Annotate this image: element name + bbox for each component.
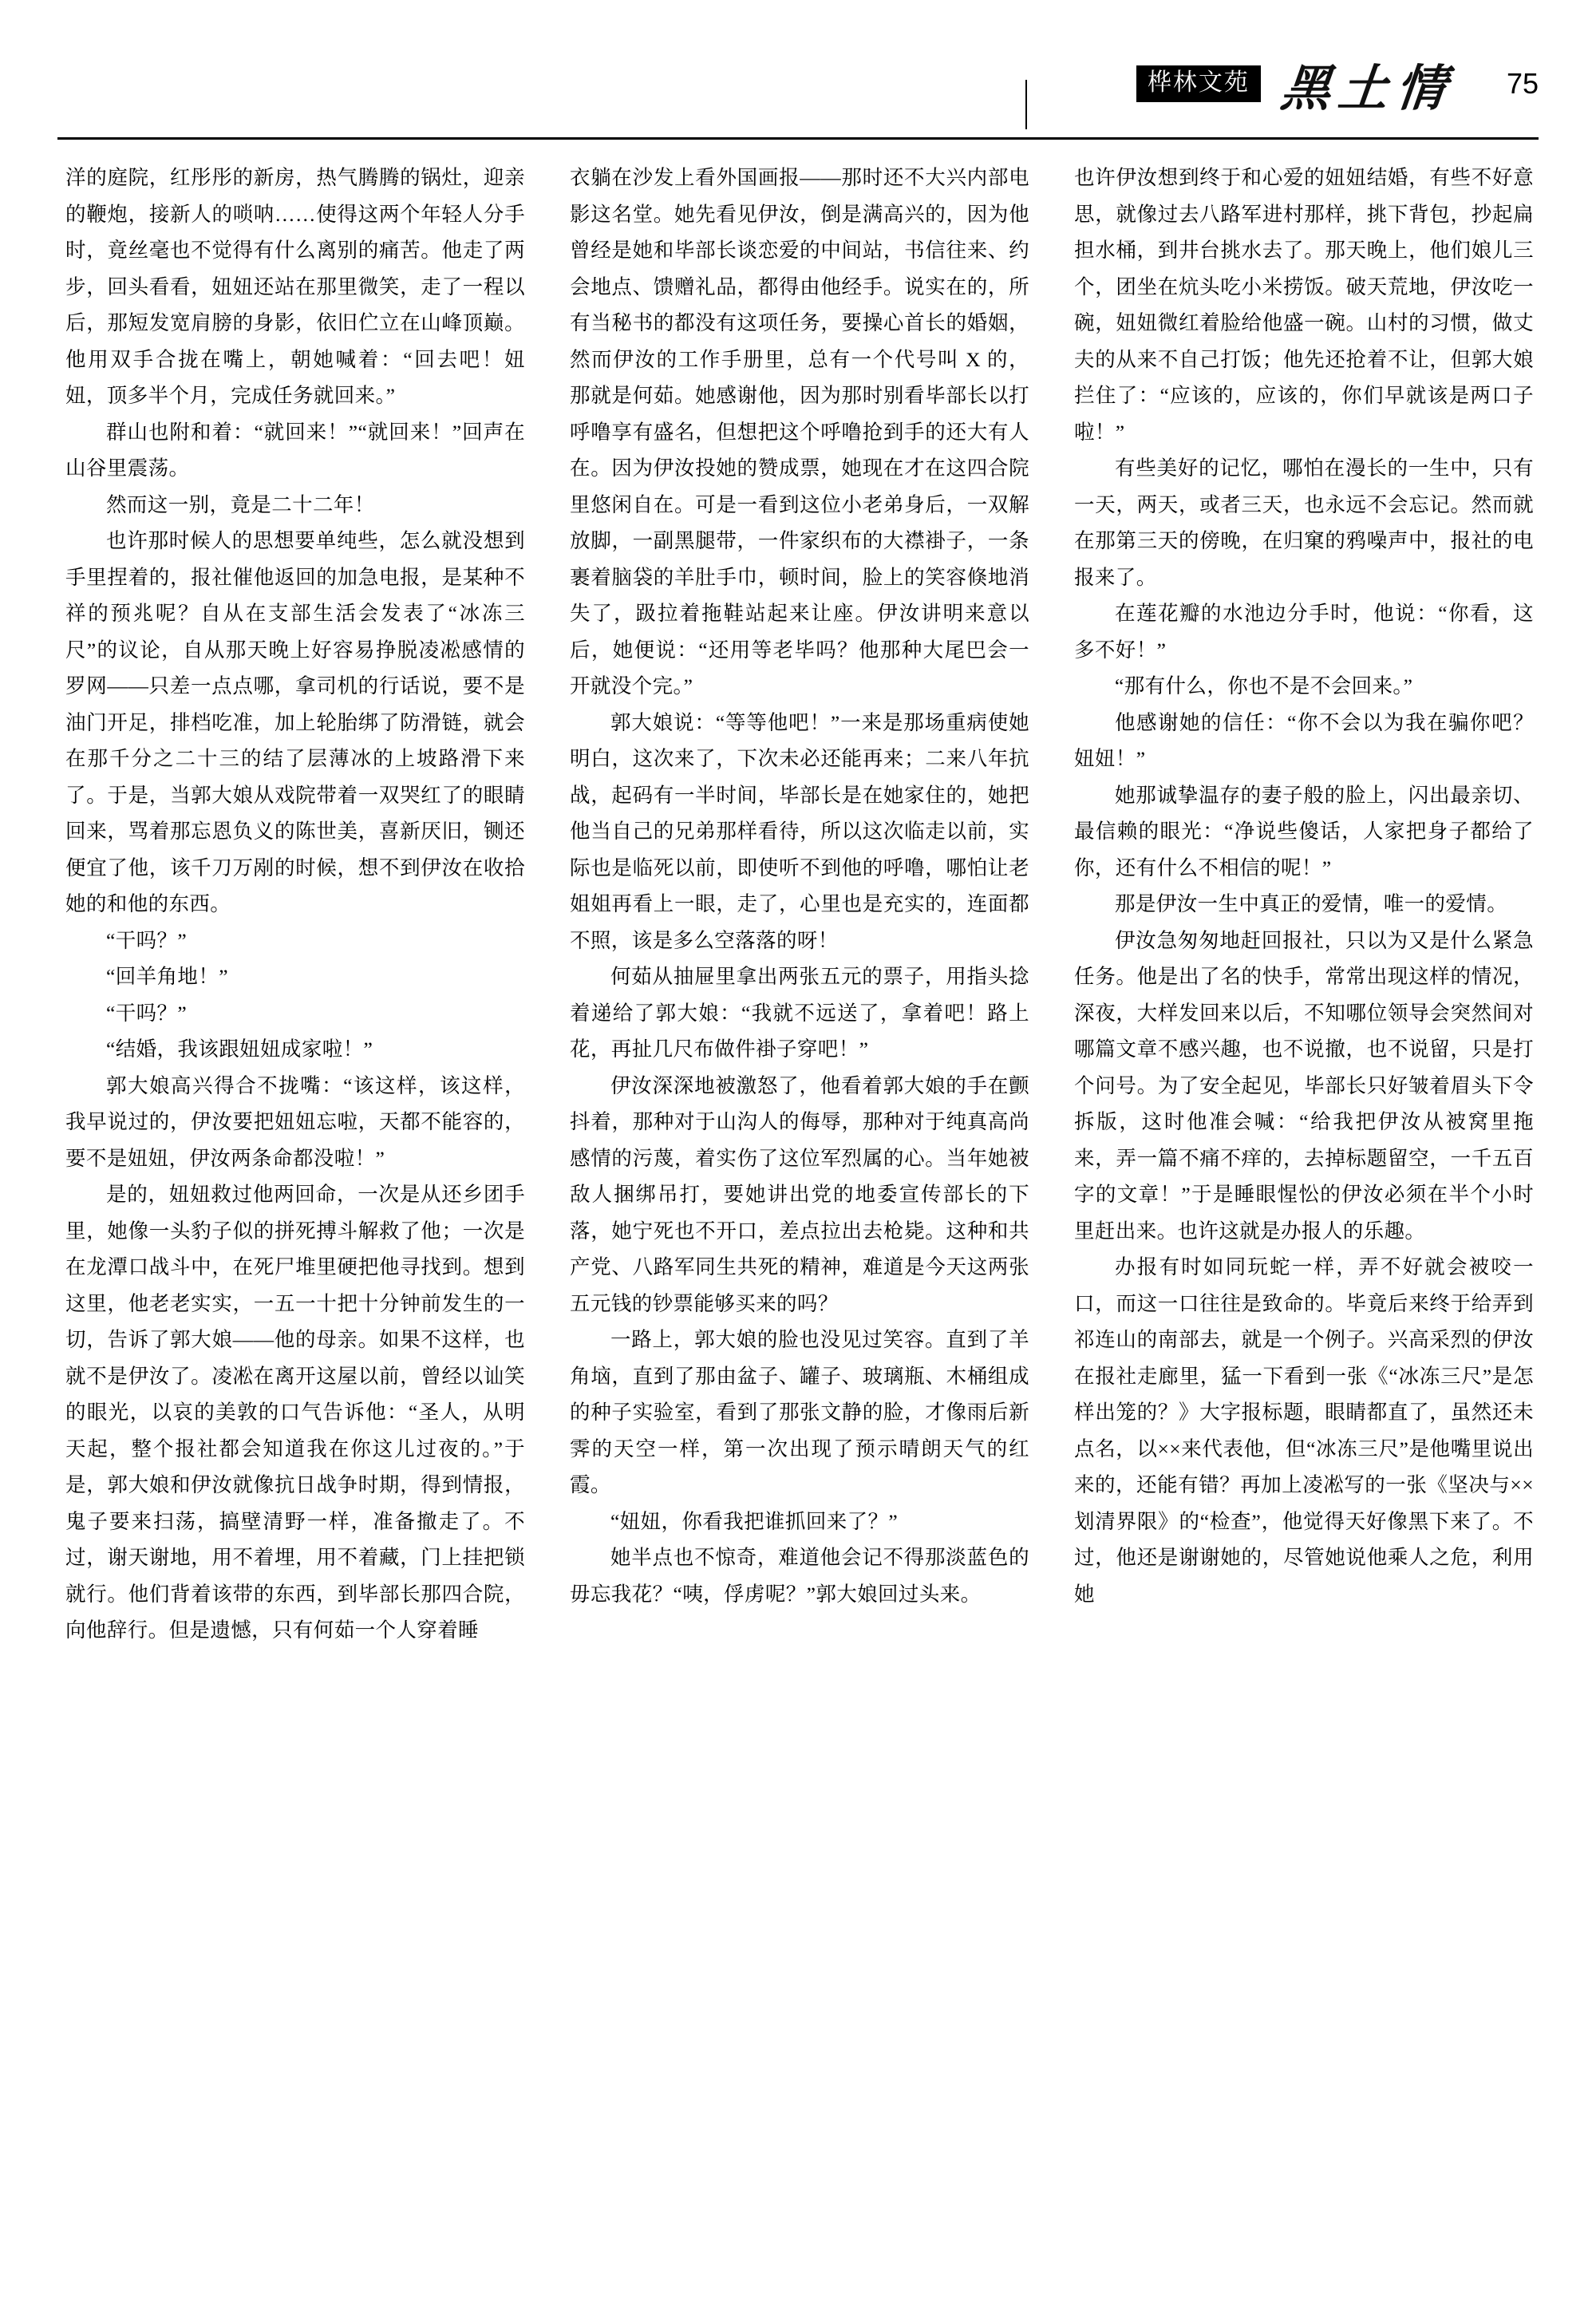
paragraph: 办报有时如同玩蛇一样，弄不好就会被咬一口，而这一口往往是致命的。毕竟后来终于给弄到祁连山的南部去，就是一个例子。兴高采烈的伊汝在报社走廊里，猛一下看到一张《“冰冻三尺”是怎样出笼的？》大字报标题，眼睛都直了，虽然还未点名，以××来代表他，但“冰冻三尺”是他嘴里说出来的，还能有错？再加上凌凇写的一张《坚决与××划清界限》的“检查”，他觉得天好像黑下来了。不过，他还是谢谢她的，尽管她说他乘人之危，利用她 bbox=[1074, 1255, 1534, 1606]
paragraph: 她那诚挚温存的妻子般的脸上，闪出最亲切、最信赖的眼光：“净说些傻话，人家把身子都给了你，还有什么不相信的呢！” bbox=[1074, 783, 1534, 879]
section-tag: 桦林文苑 bbox=[1136, 65, 1261, 102]
paragraph: 也许那时候人的思想要单纯些，怎么就没想到手里捏着的，报社催他返回的加急电报，是某种不祥的预兆呢？自从在支部生活会发表了“冰冻三尺”的议论，自从那天晚上好容易挣脱凌凇感情的罗网——只差一点点哪，拿司机的行话说，要不是油门开足，排档吃准，加上轮胎绑了防滑链，就会在那千分之二十三的结了层薄冰的上坡路滑下来了。于是，当郭大娘从戏院带着一双哭红了的眼睛回来，骂着那忘恩负义的陈世美，喜新厌旧，铡还便宜了他，该千刀万剐的时候，想不到伊汝在收拾她的和他的东西。 bbox=[65, 529, 525, 915]
header-divider bbox=[1025, 80, 1027, 129]
paragraph: “回羊角地！” bbox=[106, 965, 228, 988]
paragraph: 一路上，郭大娘的脸也没见过笑容。直到了羊角垴，直到了那由盆子、罐子、玻璃瓶、木桶组成的种子实验室，看到了那张文静的脸，才像雨后新霁的天空一样，第一次出现了预示晴朗天气的红霞。 bbox=[570, 1328, 1029, 1496]
paragraph: “妞妞，你看我把谁抓回来了？” bbox=[610, 1509, 899, 1533]
paragraph: 群山也附和着：“就回来！”“就回来！”回声在山谷里震荡。 bbox=[65, 420, 525, 480]
paragraph: “那有什么，你也不是不会回来。” bbox=[1115, 674, 1413, 698]
article-columns bbox=[65, 160, 1534, 1649]
paragraph: 他感谢她的信任：“你不会以为我在骗你吧？妞妞！” bbox=[1074, 710, 1534, 770]
paragraph: 郭大娘高兴得合不拢嘴：“该这样，该这样，我早说过的，伊汝要把妞妞忘啦，天都不能容的，要不是妞妞，伊汝两条命都没啦！” bbox=[65, 1073, 525, 1170]
paragraph: “结婚，我该跟妞妞成家啦！” bbox=[106, 1037, 373, 1061]
paragraph: 伊汝急匆匆地赶回报社，只以为又是什么紧急任务。他是出了名的快手，常常出现这样的情况，深夜，大样发回来以后，不知哪位领导会突然间对哪篇文章不感兴趣，也不说撤，也不说留，只是打个问号。为了安全起见，毕部长只好皱着眉头下令拆版，这时他准会喊：“给我把伊汝从被窝里拖来，弄一篇不痛不痒的，去掉标题留空，一千五百字的文章！”于是睡眼惺忪的伊汝必须在半个小时里赶出来。也许这就是办报人的乐趣。 bbox=[1074, 928, 1534, 1243]
paragraph: “干吗？” bbox=[106, 1001, 188, 1025]
paragraph: 有些美好的记忆，哪怕在漫长的一生中，只有一天，两天，或者三天，也永远不会忘记。然而就在那第三天的傍晚，在归窠的鸦噪声中，报社的电报来了。 bbox=[1074, 456, 1534, 589]
paragraph: 衣躺在沙发上看外国画报——那时还不大兴内部电影这名堂。她先看见伊汝，倒是满高兴的，因为他曾经是她和毕部长谈恋爱的中间站，书信往来、约会地点、馈赠礼品，都得由他经手。说实在的，所有当秘书的都没有这项任务，要操心首长的婚姻，然而伊汝的工作手册里，总有一个代号叫 X 的，那就是何茹。她感谢他，因为那时别看毕部长以打呼噜享有盛名，但想把这个呼噜抢到手的还大有人在。因为伊汝投她的赞成票，她现在才在这四合院里悠闲自在。可是一看到这位小老弟身后，一双解放脚，一副黑腿带，一件家织布的大襟褂子，一条裹着脑袋的羊肚手巾，顿时间，脸上的笑容倏地消失了，趿拉着拖鞋站起来让座。伊汝讲明来意以后，她便说：“还用等老毕吗？他那种大尾巴会一开就没个完。” bbox=[570, 166, 1029, 698]
paragraph: 何茹从抽屉里拿出两张五元的票子，用指头捻着递给了郭大娘：“我就不远送了，拿着吧！路上花，再扯几尺布做件褂子穿吧！” bbox=[570, 965, 1029, 1061]
paragraph: 伊汝深深地被激怒了，他看着郭大娘的手在颤抖着，那种对于山沟人的侮辱，那种对于纯真高尚感情的污蔑，着实伤了这位军烈属的心。当年她被敌人捆绑吊打，要她讲出党的地委宣传部长的下落，她宁死也不开口，差点拉出去枪毙。这种和共产党、八路军同生共死的精神，难道是今天这两张五元钱的钞票能够买来的吗？ bbox=[570, 1073, 1029, 1315]
magazine-title: 黑土情 bbox=[1278, 61, 1456, 117]
text-column-left bbox=[65, 160, 525, 1649]
text-column-middle bbox=[570, 160, 1029, 1649]
paragraph: 然而这一别，竟是二十二年！ bbox=[106, 492, 375, 516]
paragraph: 郭大娘说：“等等他吧！”一来是那场重病使她明白，这次来了，下次未必还能再来；二来八年抗战，起码有一半时间，毕部长是在她家住的，她把他当自己的兄弟那样看待，所以这次临走以前，实际也是临死以前，即使听不到他的呼噜，哪怕让老姐姐再看上一眼，走了，心里也是充实的，连面都不照，该是多么空落落的呀！ bbox=[570, 710, 1029, 952]
page-header bbox=[1136, 48, 1539, 120]
text-column-right bbox=[1074, 160, 1534, 1649]
paragraph: 洋的庭院，红彤彤的新房，热气腾腾的锅灶，迎亲的鞭炮，接新人的唢呐……使得这两个年轻人分手时，竟丝毫也不觉得有什么离别的痛苦。他走了两步，回头看看，妞妞还站在那里微笑，走了一程以后，那短发宽肩膀的身影，依旧伫立在山峰顶巅。他用双手合拢在嘴上，朝她喊着：“回去吧！妞妞，顶多半个月，完成任务就回来。” bbox=[65, 166, 525, 407]
paragraph: 是的，妞妞救过他两回命，一次是从还乡团手里，她像一头豹子似的拼死搏斗解救了他；一次是在龙潭口战斗中，在死尸堆里硬把他寻找到。想到这里，他老老实实，一五一十把十分钟前发生的一切，告诉了郭大娘——他的母亲。如果不这样，也就不是伊汝了。凌凇在离开这屋以前，曾经以讪笑的眼光，以哀的美敦的口气告诉他：“圣人，从明天起，整个报社都会知道我在你这儿过夜的。”于是，郭大娘和伊汝就像抗日战争时期，得到情报，鬼子要来扫荡，搞壁清野一样，准备撤走了。不过，谢天谢地，用不着埋，用不着藏，门上挂把锁就行。他们背着该带的东西，到毕部长那四合院，向他辞行。但是遗憾，只有何茹一个人穿着睡 bbox=[65, 1183, 525, 1642]
paragraph: 在莲花瓣的水池边分手时，他说：“你看，这多不好！” bbox=[1074, 602, 1534, 662]
paragraph: 也许伊汝想到终于和心爱的妞妞结婚，有些不好意思，就像过去八路军进村那样，挑下背包，抄起扁担水桶，到井台挑水去了。那天晚上，他们娘儿三个，团坐在炕头吃小米捞饭。破天荒地，伊汝吃一碗，妞妞微红着脸给他盛一碗。山村的习惯，做丈夫的从来不自己打饭；他先还抢着不让，但郭大娘拦住了：“应该的，应该的，你们早就该是两口子啦！” bbox=[1074, 166, 1534, 444]
paragraph: 她半点也不惊奇，难道他会记不得那淡蓝色的毋忘我花？“咦，俘虏呢？”郭大娘回过头来。 bbox=[570, 1546, 1029, 1606]
paragraph: “干吗？” bbox=[106, 928, 188, 952]
page-number: 75 bbox=[1506, 67, 1539, 100]
paragraph: 那是伊汝一生中真正的爱情，唯一的爱情。 bbox=[1115, 892, 1508, 915]
header-horizontal-rule bbox=[57, 137, 1539, 140]
